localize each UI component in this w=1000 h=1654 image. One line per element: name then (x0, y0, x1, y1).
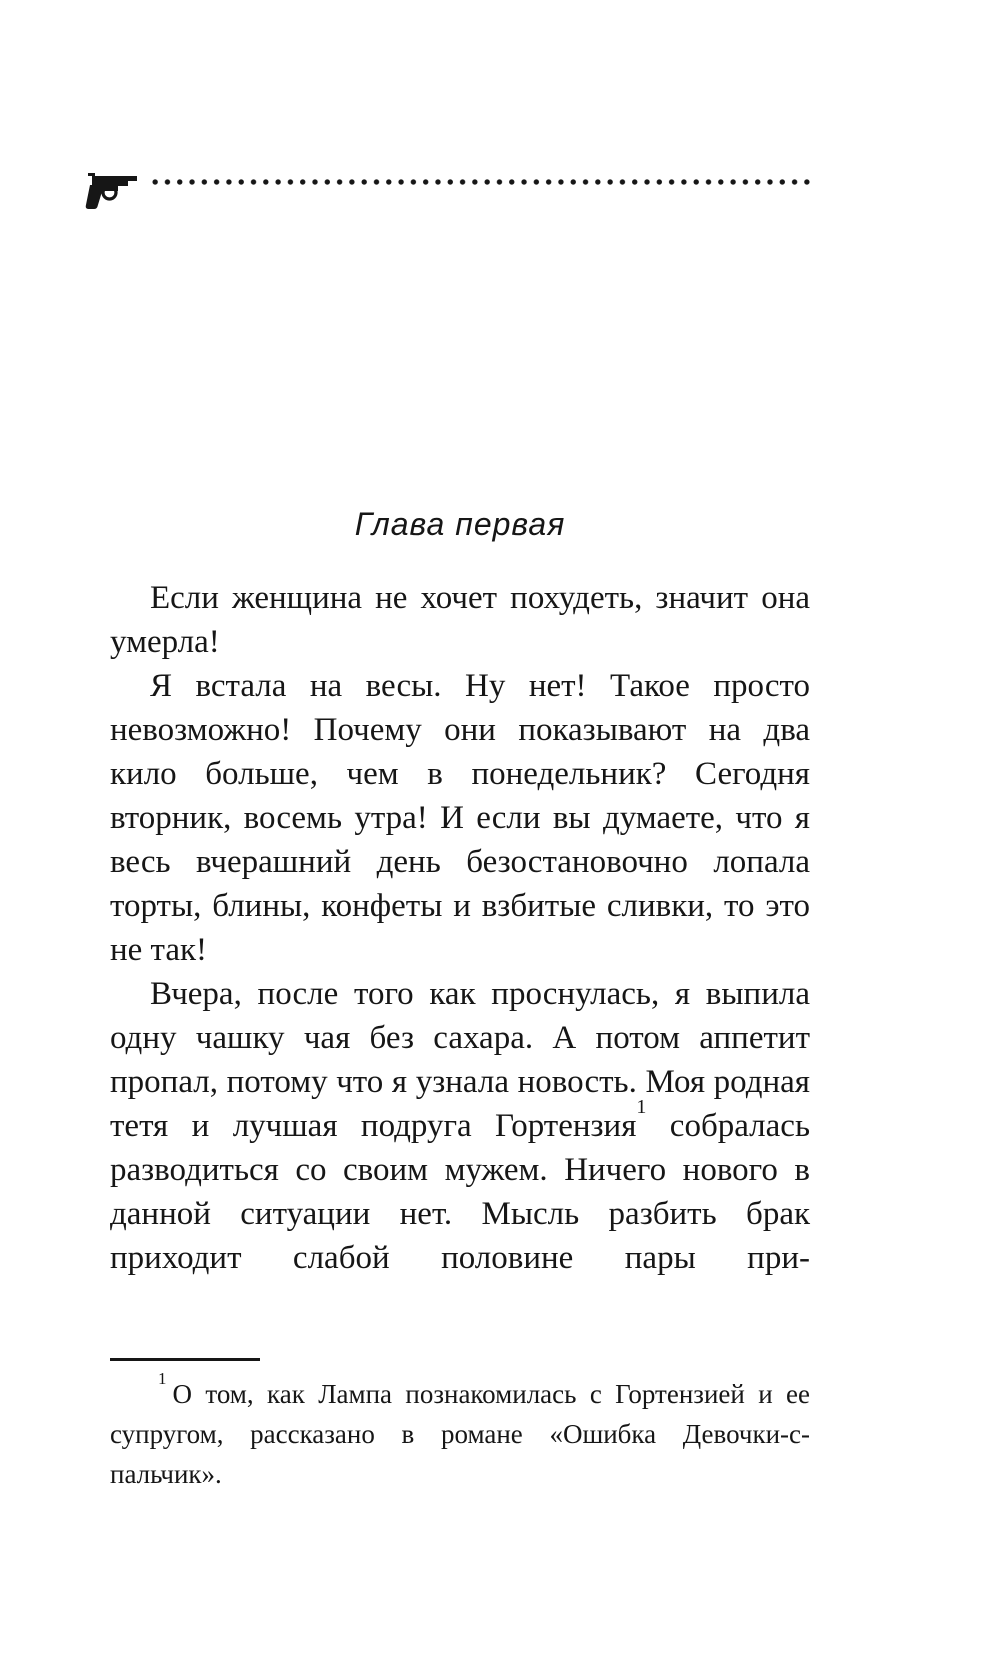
footnote-marker: 1 (158, 1369, 167, 1388)
dotted-line-divider (149, 178, 810, 186)
footnote-reference: 1 (636, 1096, 647, 1118)
gun-icon (85, 171, 139, 211)
footnote-block (110, 1358, 810, 1494)
paragraph: Если женщина не хочет похудеть, значит она умерла! (110, 580, 810, 660)
paragraph: Я встала на весы. Ну нет! Такое просто невозможно! Почему они показывают на два кило больше, чем в понедельник? Сегодня вторник, восемь утра! И если вы думаете, что я весь вчерашний день безостановочно лопала торты, блины, конфеты и взбитые сливки, то это не так! (110, 668, 810, 968)
chapter-title: Глава первая (354, 506, 566, 542)
paragraph-text: собралась разводиться со своим мужем. Ничего нового в данной ситуации нет. Мысль разбить брак приходит слабой половине пары при- (110, 1108, 810, 1276)
body-text (110, 576, 810, 1280)
paragraph (110, 972, 810, 1280)
paragraph-text: Вчера, после того как проснулась, я выпила одну чашку чая без сахара. А потом аппетит пропал, потому что я узнала новость. Моя родная тетя и лучшая подруга Гортензия (110, 976, 810, 1144)
footnote-divider (110, 1358, 260, 1361)
footnote-text: О том, как Лампа познакомилась с Гортензией и ее супругом, рассказано в романе «Ошибка Девочки-с-пальчик». (110, 1379, 810, 1489)
footnote (110, 1369, 810, 1494)
chapter-header-ornament (85, 170, 810, 212)
